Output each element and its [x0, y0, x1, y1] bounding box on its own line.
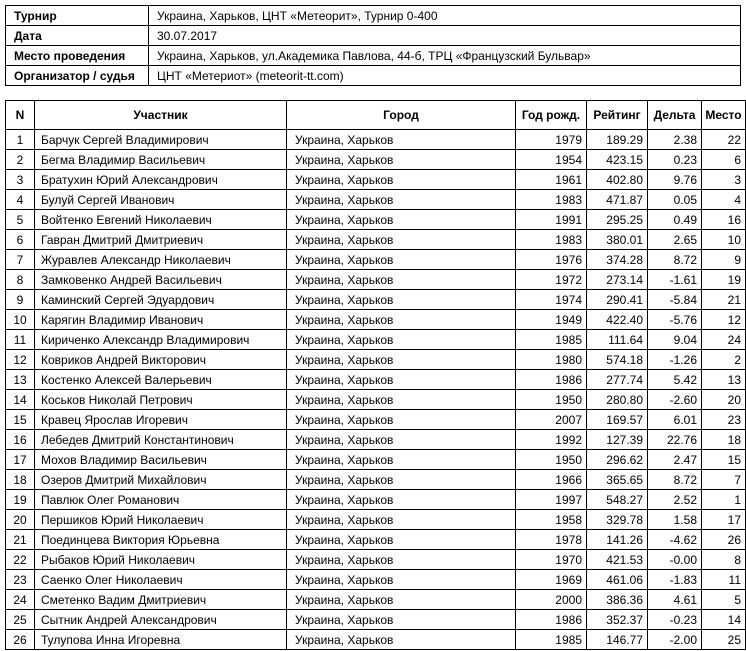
- cell-birth-year: 2007: [516, 410, 587, 430]
- cell-birth-year: 1970: [516, 550, 587, 570]
- cell-rating: 365.65: [587, 470, 648, 490]
- cell-city: Украина, Харьков: [287, 550, 516, 570]
- cell-place: 17: [702, 510, 746, 530]
- cell-rating: 329.78: [587, 510, 648, 530]
- cell-birth-year: 1961: [516, 170, 587, 190]
- cell-delta: -0.23: [648, 610, 702, 630]
- results-table: [5, 100, 746, 650]
- cell-participant: Коськов Николай Петрович: [35, 390, 287, 410]
- cell-number: 18: [6, 470, 35, 490]
- info-label: Место проведения: [6, 46, 149, 66]
- cell-participant: Булуй Сергей Иванович: [35, 190, 287, 210]
- cell-number: 26: [6, 630, 35, 650]
- table-row: [6, 270, 746, 290]
- cell-place: 15: [702, 450, 746, 470]
- cell-delta: 22.76: [648, 430, 702, 450]
- cell-participant: Замковенко Андрей Васильевич: [35, 270, 287, 290]
- cell-number: 3: [6, 170, 35, 190]
- cell-participant: Журавлев Александр Николаевич: [35, 250, 287, 270]
- table-row: [6, 610, 746, 630]
- cell-number: 23: [6, 570, 35, 590]
- cell-city: Украина, Харьков: [287, 150, 516, 170]
- info-row-venue: [6, 46, 741, 66]
- cell-rating: 296.62: [587, 450, 648, 470]
- cell-delta: -4.62: [648, 530, 702, 550]
- cell-number: 1: [6, 130, 35, 150]
- cell-rating: 273.14: [587, 270, 648, 290]
- table-row: [6, 530, 746, 550]
- cell-birth-year: 1954: [516, 150, 587, 170]
- cell-delta: -5.76: [648, 310, 702, 330]
- cell-city: Украина, Харьков: [287, 390, 516, 410]
- cell-birth-year: 1974: [516, 290, 587, 310]
- cell-rating: 127.39: [587, 430, 648, 450]
- cell-birth-year: 1983: [516, 190, 587, 210]
- cell-city: Украина, Харьков: [287, 570, 516, 590]
- cell-birth-year: 1950: [516, 390, 587, 410]
- cell-place: 22: [702, 130, 746, 150]
- table-row: [6, 150, 746, 170]
- cell-rating: 169.57: [587, 410, 648, 430]
- cell-participant: Барчук Сергей Владимирович: [35, 130, 287, 150]
- cell-rating: 189.29: [587, 130, 648, 150]
- cell-city: Украина, Харьков: [287, 470, 516, 490]
- table-row: [6, 370, 746, 390]
- info-row-organizer: [6, 66, 741, 86]
- cell-city: Украина, Харьков: [287, 490, 516, 510]
- cell-number: 10: [6, 310, 35, 330]
- cell-place: 18: [702, 430, 746, 450]
- cell-city: Украина, Харьков: [287, 410, 516, 430]
- cell-place: 2: [702, 350, 746, 370]
- cell-participant: Гавран Дмитрий Дмитриевич: [35, 230, 287, 250]
- cell-participant: Бегма Владимир Васильевич: [35, 150, 287, 170]
- table-row: [6, 430, 746, 450]
- cell-delta: -2.00: [648, 630, 702, 650]
- cell-birth-year: 1997: [516, 490, 587, 510]
- table-row: [6, 230, 746, 250]
- cell-participant: Лебедев Дмитрий Константинович: [35, 430, 287, 450]
- cell-city: Украина, Харьков: [287, 290, 516, 310]
- cell-rating: 421.53: [587, 550, 648, 570]
- cell-number: 11: [6, 330, 35, 350]
- table-row: [6, 210, 746, 230]
- cell-delta: 9.76: [648, 170, 702, 190]
- cell-number: 19: [6, 490, 35, 510]
- table-row: [6, 190, 746, 210]
- cell-delta: 9.04: [648, 330, 702, 350]
- cell-participant: Каминский Сергей Эдуардович: [35, 290, 287, 310]
- info-value: ЦНТ «Метериот» (meteorit-tt.com): [149, 66, 741, 86]
- cell-birth-year: 2000: [516, 590, 587, 610]
- cell-participant: Ковриков Андрей Викторович: [35, 350, 287, 370]
- table-row: [6, 250, 746, 270]
- cell-birth-year: 1958: [516, 510, 587, 530]
- info-label: Дата: [6, 26, 149, 46]
- cell-delta: 2.38: [648, 130, 702, 150]
- table-row: [6, 390, 746, 410]
- cell-place: 7: [702, 470, 746, 490]
- cell-number: 6: [6, 230, 35, 250]
- cell-participant: Рыбаков Юрий Николаевич: [35, 550, 287, 570]
- cell-birth-year: 1979: [516, 130, 587, 150]
- cell-participant: Поединцева Виктория Юрьевна: [35, 530, 287, 550]
- column-header-participant: Участник: [35, 101, 287, 130]
- info-value: Украина, Харьков, ул.Академика Павлова, 44-б, ТРЦ «Французский Бульвар»: [149, 46, 741, 66]
- cell-rating: 380.01: [587, 230, 648, 250]
- cell-number: 7: [6, 250, 35, 270]
- cell-place: 1: [702, 490, 746, 510]
- cell-birth-year: 1985: [516, 630, 587, 650]
- cell-delta: -1.83: [648, 570, 702, 590]
- table-row: [6, 310, 746, 330]
- cell-birth-year: 1978: [516, 530, 587, 550]
- column-header-birth-year: Год рожд.: [516, 101, 587, 130]
- cell-number: 14: [6, 390, 35, 410]
- cell-delta: 4.61: [648, 590, 702, 610]
- cell-place: 25: [702, 630, 746, 650]
- table-row: [6, 290, 746, 310]
- cell-delta: 6.01: [648, 410, 702, 430]
- info-label: Турнир: [6, 6, 149, 26]
- cell-place: 13: [702, 370, 746, 390]
- cell-participant: Костенко Алексей Валерьевич: [35, 370, 287, 390]
- cell-rating: 352.37: [587, 610, 648, 630]
- cell-number: 17: [6, 450, 35, 470]
- cell-participant: Кравец Ярослав Игоревич: [35, 410, 287, 430]
- cell-number: 2: [6, 150, 35, 170]
- cell-participant: Першиков Юрий Николаевич: [35, 510, 287, 530]
- cell-number: 15: [6, 410, 35, 430]
- cell-rating: 461.06: [587, 570, 648, 590]
- cell-city: Украина, Харьков: [287, 270, 516, 290]
- cell-place: 16: [702, 210, 746, 230]
- table-row: [6, 170, 746, 190]
- cell-place: 3: [702, 170, 746, 190]
- cell-city: Украина, Харьков: [287, 210, 516, 230]
- table-row: [6, 590, 746, 610]
- cell-participant: Озеров Дмитрий Михайлович: [35, 470, 287, 490]
- cell-participant: Кириченко Александр Владимирович: [35, 330, 287, 350]
- table-row: [6, 410, 746, 430]
- cell-rating: 146.77: [587, 630, 648, 650]
- cell-birth-year: 1966: [516, 470, 587, 490]
- cell-number: 12: [6, 350, 35, 370]
- cell-rating: 295.25: [587, 210, 648, 230]
- info-row-tournament: [6, 6, 741, 26]
- cell-birth-year: 1986: [516, 370, 587, 390]
- cell-delta: -0.00: [648, 550, 702, 570]
- cell-rating: 141.26: [587, 530, 648, 550]
- cell-delta: 2.47: [648, 450, 702, 470]
- cell-delta: 0.05: [648, 190, 702, 210]
- cell-place: 11: [702, 570, 746, 590]
- cell-rating: 374.28: [587, 250, 648, 270]
- cell-birth-year: 1969: [516, 570, 587, 590]
- cell-participant: Сытник Андрей Александрович: [35, 610, 287, 630]
- cell-city: Украина, Харьков: [287, 370, 516, 390]
- cell-rating: 290.41: [587, 290, 648, 310]
- tournament-info-table: [5, 5, 741, 86]
- cell-number: 4: [6, 190, 35, 210]
- cell-participant: Братухин Юрий Александрович: [35, 170, 287, 190]
- cell-birth-year: 1950: [516, 450, 587, 470]
- results-header: [6, 101, 746, 130]
- column-header-delta: Дельта: [648, 101, 702, 130]
- cell-birth-year: 1985: [516, 330, 587, 350]
- cell-place: 9: [702, 250, 746, 270]
- cell-birth-year: 1976: [516, 250, 587, 270]
- cell-place: 19: [702, 270, 746, 290]
- cell-city: Украина, Харьков: [287, 530, 516, 550]
- cell-number: 20: [6, 510, 35, 530]
- cell-participant: Сметенко Вадим Дмитриевич: [35, 590, 287, 610]
- cell-number: 5: [6, 210, 35, 230]
- cell-number: 9: [6, 290, 35, 310]
- cell-delta: 0.49: [648, 210, 702, 230]
- table-row: [6, 630, 746, 650]
- cell-participant: Саенко Олег Николаевич: [35, 570, 287, 590]
- cell-participant: Мохов Владимир Васильевич: [35, 450, 287, 470]
- cell-city: Украина, Харьков: [287, 350, 516, 370]
- cell-delta: -1.26: [648, 350, 702, 370]
- cell-city: Украина, Харьков: [287, 330, 516, 350]
- cell-rating: 422.40: [587, 310, 648, 330]
- cell-place: 6: [702, 150, 746, 170]
- cell-birth-year: 1991: [516, 210, 587, 230]
- cell-rating: 548.27: [587, 490, 648, 510]
- cell-birth-year: 1983: [516, 230, 587, 250]
- cell-number: 16: [6, 430, 35, 450]
- cell-rating: 277.74: [587, 370, 648, 390]
- cell-delta: 0.23: [648, 150, 702, 170]
- cell-rating: 402.80: [587, 170, 648, 190]
- cell-birth-year: 1992: [516, 430, 587, 450]
- cell-delta: -1.61: [648, 270, 702, 290]
- table-row: [6, 330, 746, 350]
- cell-place: 21: [702, 290, 746, 310]
- cell-number: 13: [6, 370, 35, 390]
- cell-place: 14: [702, 610, 746, 630]
- cell-number: 24: [6, 590, 35, 610]
- cell-city: Украина, Харьков: [287, 450, 516, 470]
- cell-place: 26: [702, 530, 746, 550]
- cell-birth-year: 1986: [516, 610, 587, 630]
- cell-birth-year: 1949: [516, 310, 587, 330]
- info-row-date: [6, 26, 741, 46]
- table-row: [6, 510, 746, 530]
- cell-rating: 471.87: [587, 190, 648, 210]
- table-row: [6, 450, 746, 470]
- cell-delta: 5.42: [648, 370, 702, 390]
- table-row: [6, 350, 746, 370]
- table-row: [6, 130, 746, 150]
- cell-city: Украина, Харьков: [287, 190, 516, 210]
- table-row: [6, 550, 746, 570]
- cell-place: 23: [702, 410, 746, 430]
- cell-city: Украина, Харьков: [287, 430, 516, 450]
- cell-delta: -5.84: [648, 290, 702, 310]
- cell-city: Украина, Харьков: [287, 170, 516, 190]
- results-body: [6, 130, 746, 650]
- cell-place: 24: [702, 330, 746, 350]
- cell-number: 25: [6, 610, 35, 630]
- cell-delta: 2.65: [648, 230, 702, 250]
- cell-place: 20: [702, 390, 746, 410]
- cell-birth-year: 1972: [516, 270, 587, 290]
- cell-participant: Тулупова Инна Игоревна: [35, 630, 287, 650]
- cell-rating: 111.64: [587, 330, 648, 350]
- column-header-city: Город: [287, 101, 516, 130]
- cell-place: 10: [702, 230, 746, 250]
- table-row: [6, 570, 746, 590]
- cell-number: 22: [6, 550, 35, 570]
- info-label: Организатор / судья: [6, 66, 149, 86]
- cell-city: Украина, Харьков: [287, 630, 516, 650]
- cell-rating: 574.18: [587, 350, 648, 370]
- cell-place: 5: [702, 590, 746, 610]
- cell-city: Украина, Харьков: [287, 590, 516, 610]
- cell-delta: 8.72: [648, 470, 702, 490]
- table-row: [6, 490, 746, 510]
- cell-city: Украина, Харьков: [287, 250, 516, 270]
- cell-number: 8: [6, 270, 35, 290]
- info-value: 30.07.2017: [149, 26, 741, 46]
- tournament-info-body: [6, 6, 741, 86]
- cell-participant: Войтенко Евгений Николаевич: [35, 210, 287, 230]
- cell-place: 12: [702, 310, 746, 330]
- cell-rating: 423.15: [587, 150, 648, 170]
- header-row: [6, 101, 746, 130]
- cell-delta: -2.60: [648, 390, 702, 410]
- column-header-rating: Рейтинг: [587, 101, 648, 130]
- cell-rating: 280.80: [587, 390, 648, 410]
- table-row: [6, 470, 746, 490]
- cell-city: Украина, Харьков: [287, 230, 516, 250]
- cell-delta: 8.72: [648, 250, 702, 270]
- cell-city: Украина, Харьков: [287, 510, 516, 530]
- cell-participant: Павлюк Олег Романович: [35, 490, 287, 510]
- cell-delta: 1.58: [648, 510, 702, 530]
- cell-delta: 2.52: [648, 490, 702, 510]
- cell-participant: Карягин Владимир Иванович: [35, 310, 287, 330]
- cell-number: 21: [6, 530, 35, 550]
- cell-city: Украина, Харьков: [287, 610, 516, 630]
- cell-place: 4: [702, 190, 746, 210]
- column-header-n: N: [6, 101, 35, 130]
- cell-city: Украина, Харьков: [287, 130, 516, 150]
- cell-birth-year: 1980: [516, 350, 587, 370]
- cell-place: 8: [702, 550, 746, 570]
- cell-city: Украина, Харьков: [287, 310, 516, 330]
- column-header-place: Место: [702, 101, 746, 130]
- cell-rating: 386.36: [587, 590, 648, 610]
- info-value: Украина, Харьков, ЦНТ «Метеорит», Турнир 0-400: [149, 6, 741, 26]
